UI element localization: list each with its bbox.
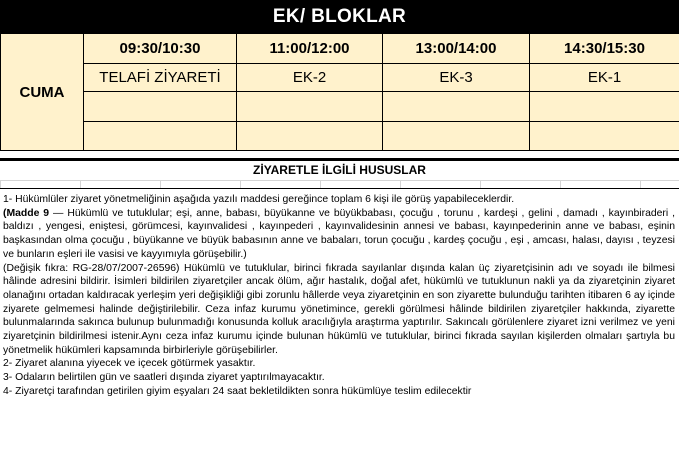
visit-rules-text[interactable] bbox=[0, 189, 679, 454]
table-row bbox=[1, 122, 679, 151]
table-row bbox=[1, 92, 679, 122]
spreadsheet-gridlines bbox=[0, 180, 679, 189]
table-row bbox=[1, 64, 679, 92]
page-title: EK/ BLOKLAR bbox=[0, 0, 679, 33]
time-header[interactable]: 14:30/15:30 bbox=[530, 34, 679, 64]
time-header-row bbox=[1, 34, 679, 64]
schedule-cell[interactable]: EK-1 bbox=[530, 64, 679, 92]
amended-paragraph: (Değişik fıkra: RG-28/07/2007-26596) Hükümlü ve tutuklular, birinci fıkrada sayılanlar dışında kalan üç ziyaretçisinin adı ve soyadı ile bilmesi hâlinde adresini bildirir. İsimleri bildirilen ziyaretçiler ancak ölüm, ağır hastalık, doğal afet, hükümlü ve tutuklunun nakli ya da ziyaretçinin ziyaret olanağını ortadan kaldıracak yerleşim yeri değişikliği gibi zorunlu hâllerde veya ziyaretçinin en son ziyarette bulunduğu tarihten itibaren 6 ay içinde ziyarete gelmemesi halinde değiştirilebilir. Ceza infaz kurumu yönetimince, gerekli görülmesi hâlinde bildirilen ziyaretçiler hakkında, ziyarette bulunmalarında sakınca bulunup bulunmadığı konusunda kolluk aracılığıyla araştırma yaptırılır. Sakıncalı görülenlere ziyaret izni verilmez ve yeni ziyaretçinin bildirilmesi istenir.Aynı ceza infaz kurumu içinde bulunan hükümlü ve tutuklular, birinci fıkrada sayılan kişilerden olmaları şartıyla bu yönetmelik hükümleri kapsamında birbirleriyle görüşebilirler. bbox=[3, 262, 675, 356]
schedule-cell[interactable] bbox=[84, 122, 237, 151]
schedule-cell[interactable] bbox=[383, 92, 530, 122]
schedule-cell[interactable]: TELAFİ ZİYARETİ bbox=[84, 64, 237, 92]
schedule-cell[interactable] bbox=[530, 122, 679, 151]
schedule-cell[interactable]: EK-3 bbox=[383, 64, 530, 92]
rule-item-4: 4- Ziyaretçi tarafından getirilen giyim eşyaları 24 saat bekletildikten sonra hükümlüye teslim edilecektir bbox=[3, 385, 472, 397]
schedule-cell[interactable] bbox=[237, 122, 383, 151]
schedule-table bbox=[0, 33, 679, 151]
schedule-cell[interactable] bbox=[530, 92, 679, 122]
article-label: (Madde 9 bbox=[3, 207, 50, 219]
schedule-cell[interactable]: EK-2 bbox=[237, 64, 383, 92]
rule-item-3: 3- Odaların belirtilen gün ve saatleri dışında ziyaret yaptırılmayacaktır. bbox=[3, 372, 325, 384]
article-text: — Hükümlü ve tutuklular; eşi, anne, babası, büyükanne ve büyükbabası, çocuğu , torunu , kardeşi , gelini , damadı , kayınbiraderi , baldızı , yengesi, eniştesi, görümcesi, kayınvalidesi , kayınpederi , kayınvalidesinin annesi ve babası, kayınpederinin anne ve babası, eşinin başkasından olma çocuğu , büyükanne ve büyük babasının anne ve babaları, torun çocuğu , kardeş çocuğu , eşi , amcası, halası, dayısı , teyzesi ve bunların eşleri ile vasisi ve kayyımıyla görüşebilir.) bbox=[3, 207, 675, 260]
schedule-cell[interactable] bbox=[84, 92, 237, 122]
schedule-cell[interactable] bbox=[237, 92, 383, 122]
time-header[interactable]: 11:00/12:00 bbox=[237, 34, 383, 64]
regulation-article-9 bbox=[3, 207, 675, 262]
rule-item-2: 2- Ziyaret alanına yiyecek ve içecek götürmek yasaktır. bbox=[3, 358, 256, 370]
day-cell[interactable]: CUMA bbox=[1, 34, 84, 151]
time-header[interactable]: 13:00/14:00 bbox=[383, 34, 530, 64]
section-title: ZİYARETLE İLGİLİ HUSUSLAR bbox=[253, 163, 426, 177]
time-header[interactable]: 09:30/10:30 bbox=[84, 34, 237, 64]
rule-item-1: 1- Hükümlüler ziyaret yönetmeliğinin aşağıda yazılı maddesi gereğince toplam 6 kişi ile görüş yapabileceklerdir. bbox=[3, 194, 515, 205]
schedule-cell[interactable] bbox=[383, 122, 530, 151]
